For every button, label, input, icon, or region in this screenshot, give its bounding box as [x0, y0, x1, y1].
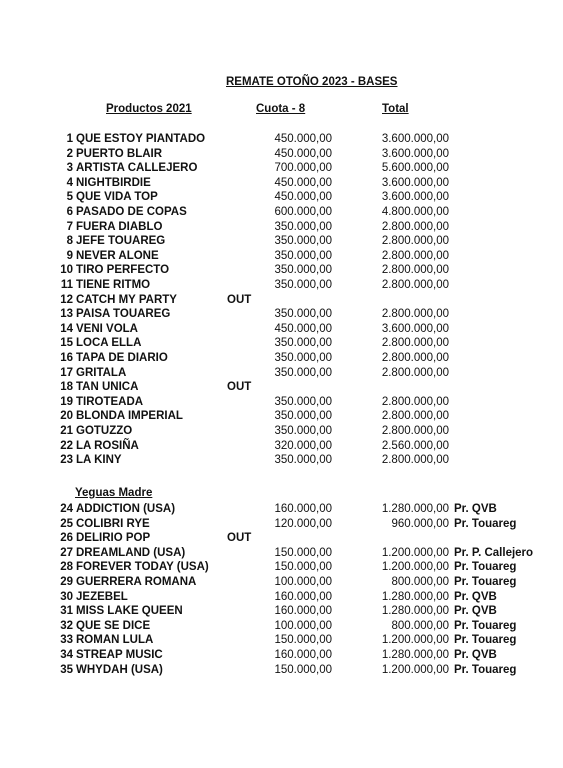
row-total: 1.200.000,00 [381, 634, 449, 647]
row-number: 34 [60, 649, 73, 661]
row-pr: Pr. QVB [454, 605, 497, 618]
row-cuota: 350.000,00 [274, 425, 332, 437]
table-row [0, 619, 563, 634]
row-name: NIGHTBIRDIE [76, 176, 151, 189]
row-number: 32 [60, 619, 73, 632]
row-number: 35 [60, 663, 73, 676]
table-row [0, 351, 563, 366]
table-row [0, 205, 563, 220]
row-cuota: 150.000,00 [274, 546, 332, 559]
row-number: 21 [60, 425, 73, 437]
row-number: 5 [66, 191, 73, 204]
row-cuota: 450.000,00 [274, 322, 332, 335]
row-cuota: 450.000,00 [274, 133, 332, 145]
row-number: 1 [66, 133, 73, 145]
table-row [0, 531, 563, 546]
row-cuota: 350.000,00 [274, 352, 332, 364]
table-row [0, 453, 563, 468]
row-total: 2.800.000,00 [381, 308, 449, 321]
row-total: 1.280.000,00 [381, 605, 449, 618]
row-cuota: 350.000,00 [274, 249, 332, 262]
table-row [0, 366, 563, 381]
table-row [0, 220, 563, 235]
row-name: ROMAN LULA [76, 634, 154, 647]
row-name: JEFE TOUAREG [76, 235, 166, 248]
row-cuota: 350.000,00 [274, 395, 332, 408]
row-number: 29 [60, 576, 73, 588]
row-total: 3.600.000,00 [381, 147, 449, 160]
table-row [0, 263, 563, 278]
row-cuota: 600.000,00 [274, 206, 332, 218]
row-total: 2.800.000,00 [381, 279, 449, 291]
table-row [0, 546, 563, 561]
table-row [0, 132, 563, 147]
row-name: ARTISTA CALLEJERO [76, 162, 198, 175]
table-row [0, 590, 563, 605]
row-number: 31 [60, 605, 73, 618]
table-row [0, 409, 563, 424]
row-total: 800.000,00 [391, 619, 449, 632]
row-cuota: 150.000,00 [274, 634, 332, 647]
row-total: 5.600.000,00 [381, 162, 449, 175]
row-cuota: 450.000,00 [274, 191, 332, 204]
row-name: WHYDAH (USA) [76, 663, 163, 676]
row-name: DREAMLAND (USA) [76, 546, 186, 559]
row-name: NEVER ALONE [76, 249, 159, 262]
row-total: 2.800.000,00 [381, 337, 449, 350]
table-row [0, 560, 563, 575]
row-total: 2.800.000,00 [381, 425, 449, 437]
table-row [0, 234, 563, 249]
row-pr: Pr. Touareg [454, 663, 517, 676]
table-row [0, 322, 563, 337]
row-number: 4 [66, 176, 73, 189]
row-number: 30 [60, 590, 73, 603]
row-total: 2.800.000,00 [381, 220, 449, 233]
table-row [0, 249, 563, 264]
row-number: 17 [60, 366, 73, 379]
row-number: 23 [60, 454, 73, 467]
row-cuota: 350.000,00 [274, 337, 332, 350]
row-name: PAISA TOUAREG [76, 308, 171, 321]
row-total: 3.600.000,00 [381, 176, 449, 189]
row-cuota: 150.000,00 [274, 561, 332, 574]
row-total: 2.800.000,00 [381, 235, 449, 248]
row-pr: Pr. Touareg [454, 561, 517, 574]
row-name: LA ROSIÑA [76, 439, 139, 452]
row-out-label: OUT [227, 293, 252, 306]
row-pr: Pr. Touareg [454, 576, 517, 588]
row-cuota: 350.000,00 [274, 279, 332, 291]
row-number: 15 [60, 337, 73, 350]
row-cuota: 100.000,00 [274, 619, 332, 632]
row-name: BLONDA IMPERIAL [76, 410, 183, 423]
row-number: 24 [60, 503, 73, 515]
row-name: COLIBRI RYE [76, 517, 150, 530]
document-title: REMATE OTOÑO 2023 - BASES [226, 76, 398, 88]
table-row [0, 395, 563, 410]
row-number: 12 [60, 293, 73, 306]
row-total: 800.000,00 [391, 576, 449, 588]
table-row [0, 161, 563, 176]
row-number: 20 [60, 410, 73, 423]
row-name: MISS LAKE QUEEN [76, 605, 183, 618]
row-total: 3.600.000,00 [381, 191, 449, 204]
row-name: PASADO DE COPAS [76, 206, 187, 218]
table-row [0, 633, 563, 648]
row-cuota: 350.000,00 [274, 220, 332, 233]
row-cuota: 160.000,00 [274, 605, 332, 618]
row-number: 8 [66, 235, 73, 248]
row-total: 2.800.000,00 [381, 454, 449, 467]
row-number: 3 [66, 162, 73, 175]
table-row [0, 380, 563, 395]
row-cuota: 160.000,00 [274, 590, 332, 603]
row-name: TAPA DE DIARIO [76, 352, 168, 364]
row-pr: Pr. QVB [454, 503, 497, 515]
header-productos: Productos 2021 [106, 103, 192, 115]
row-name: JEZEBEL [76, 590, 128, 603]
section-title-yeguas: Yeguas Madre [75, 487, 153, 499]
row-cuota: 160.000,00 [274, 503, 332, 515]
row-total: 1.200.000,00 [381, 546, 449, 559]
row-cuota: 700.000,00 [274, 162, 332, 175]
row-cuota: 450.000,00 [274, 176, 332, 189]
row-name: TAN UNICA [76, 381, 139, 394]
row-cuota: 350.000,00 [274, 410, 332, 423]
row-number: 26 [60, 532, 73, 545]
row-cuota: 120.000,00 [274, 517, 332, 530]
table-row [0, 517, 563, 532]
row-cuota: 350.000,00 [274, 264, 332, 277]
row-number: 28 [60, 561, 73, 574]
header-total: Total [382, 103, 409, 115]
table-row [0, 502, 563, 517]
row-name: VENI VOLA [76, 322, 138, 335]
table-row [0, 663, 563, 678]
row-pr: Pr. QVB [454, 590, 497, 603]
table-row [0, 293, 563, 308]
row-number: 27 [60, 546, 73, 559]
row-cuota: 320.000,00 [274, 439, 332, 452]
row-name: LOCA ELLA [76, 337, 142, 350]
row-name: TIRO PERFECTO [76, 264, 170, 277]
row-number: 33 [60, 634, 73, 647]
row-cuota: 150.000,00 [274, 663, 332, 676]
row-total: 1.200.000,00 [381, 561, 449, 574]
row-total: 2.800.000,00 [381, 249, 449, 262]
row-total: 960.000,00 [391, 517, 449, 530]
row-total: 2.800.000,00 [381, 264, 449, 277]
row-total: 1.280.000,00 [381, 649, 449, 661]
row-total: 3.600.000,00 [381, 322, 449, 335]
row-cuota: 100.000,00 [274, 576, 332, 588]
row-total: 2.800.000,00 [381, 395, 449, 408]
row-pr: Pr. QVB [454, 649, 497, 661]
row-cuota: 160.000,00 [274, 649, 332, 661]
row-name: PUERTO BLAIR [76, 147, 163, 160]
row-cuota: 350.000,00 [274, 308, 332, 321]
row-number: 14 [60, 322, 73, 335]
row-name: GUERRERA ROMANA [76, 576, 197, 588]
row-cuota: 450.000,00 [274, 147, 332, 160]
row-number: 16 [60, 352, 73, 364]
row-pr: Pr. Touareg [454, 517, 517, 530]
row-total: 4.800.000,00 [381, 206, 449, 218]
row-total: 3.600.000,00 [381, 133, 449, 145]
row-name: ADDICTION (USA) [76, 503, 176, 515]
row-number: 2 [66, 147, 73, 160]
row-name: TIROTEADA [76, 395, 144, 408]
row-number: 19 [60, 395, 73, 408]
table-row [0, 604, 563, 619]
table-row [0, 336, 563, 351]
row-number: 7 [66, 220, 73, 233]
table-row [0, 278, 563, 293]
table-row [0, 424, 563, 439]
row-number: 9 [66, 249, 73, 262]
table-row [0, 147, 563, 162]
row-name: CATCH MY PARTY [76, 293, 177, 306]
row-out-label: OUT [227, 532, 252, 545]
row-pr: Pr. P. Callejero [454, 546, 534, 559]
row-cuota: 350.000,00 [274, 454, 332, 467]
row-name: GRITALA [76, 366, 127, 379]
row-total: 2.800.000,00 [381, 410, 449, 423]
table-row [0, 307, 563, 322]
row-name: STREAP MUSIC [76, 649, 163, 661]
row-total: 1.200.000,00 [381, 663, 449, 676]
table-row [0, 190, 563, 205]
row-total: 2.800.000,00 [381, 352, 449, 364]
table-row [0, 648, 563, 663]
row-name: GOTUZZO [76, 425, 133, 437]
row-name: QUE ESTOY PIANTADO [76, 133, 206, 145]
row-name: QUE VIDA TOP [76, 191, 158, 204]
row-name: FUERA DIABLO [76, 220, 163, 233]
row-number: 25 [60, 517, 73, 530]
row-pr: Pr. Touareg [454, 634, 517, 647]
row-total: 2.800.000,00 [381, 366, 449, 379]
row-number: 6 [66, 206, 73, 218]
row-name: QUE SE DICE [76, 619, 151, 632]
table-row [0, 575, 563, 590]
row-pr: Pr. Touareg [454, 619, 517, 632]
row-name: LA KINY [76, 454, 122, 467]
row-total: 1.280.000,00 [381, 503, 449, 515]
table-row [0, 439, 563, 454]
row-out-label: OUT [227, 381, 252, 394]
row-name: DELIRIO POP [76, 532, 151, 545]
header-cuota: Cuota - 8 [256, 103, 306, 115]
row-total: 2.560.000,00 [381, 439, 449, 452]
row-total: 1.280.000,00 [381, 590, 449, 603]
row-name: TIENE RITMO [76, 279, 151, 291]
row-number: 22 [60, 439, 73, 452]
row-cuota: 350.000,00 [274, 366, 332, 379]
row-number: 11 [60, 279, 73, 291]
row-name: FOREVER TODAY (USA) [76, 561, 209, 574]
row-cuota: 350.000,00 [274, 235, 332, 248]
row-number: 18 [60, 381, 73, 394]
row-number: 13 [60, 308, 73, 321]
table-row [0, 176, 563, 191]
row-number: 10 [60, 264, 73, 277]
